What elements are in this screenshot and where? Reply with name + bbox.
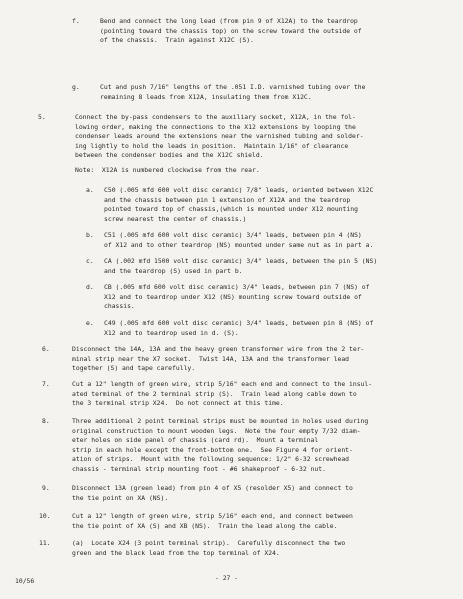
item-a-text: C50 (.005 mfd 600 volt disc ceramic) 7/8" leads, oriented between X12C and the chassis between pin 1 extension of X12A and the teardrop pointed toward top of chassis,(which is mounted under X12 mounting screw nearest the center of chassis.)	[104, 186, 374, 223]
item-d-label: d.	[86, 283, 94, 291]
step-5-label: 5.	[38, 113, 46, 121]
step-10-text: Cut a 12" length of green wire, strip 5/16" each end, and connect between the tie point of XA (S) and XB (NS). Train the lead along the cable.	[72, 512, 353, 530]
step-11-text: (a) Locate X24 (3 point terminal strip). Carefully disconnect the two green and the black lead from the top terminal of X24.	[72, 539, 346, 557]
item-e-label: e.	[86, 319, 94, 327]
step-9-label: 9.	[42, 484, 50, 492]
item-d-text: CB (.005 mfd 600 volt disc ceramic) 3/4" leads, between pin 7 (NS) of X12 and to teardrop under X12 (NS) mounting screw toward outside of chassis.	[104, 283, 370, 311]
step-8-label: 8.	[42, 417, 50, 425]
item-f-text: Bend and connect the long lead (from pin 9 of X12A) to the teardrop (pointing toward the chassis top) on the screw toward the outside of of the chassis. Train against X12C (S).	[100, 17, 362, 45]
item-c-text: CA (.002 mfd 1500 volt disc ceramic) 3/4" leads, between the pin 5 (NS) and the teardrop (S) used in part b.	[104, 257, 378, 275]
item-g-label: g.	[72, 83, 80, 91]
item-g-text: Cut and push 7/16" lengths of the .051 I.D. varnished tubing over the remaining 8 leads from X12A, insulating them from X12C.	[100, 83, 366, 101]
step-11-label: 11.	[39, 539, 51, 547]
item-f-label: f.	[72, 17, 80, 25]
note-text: Note: X12A is numbered clockwise from the rear.	[75, 166, 260, 174]
item-b-text: C51 (.005 mfd 600 volt disc ceramic) 3/4" leads, between pin 4 (NS) of X12 and to other teardrop (NS) mounted under same nut as in part a.	[104, 231, 374, 249]
step-6-label: 6.	[42, 345, 50, 353]
item-a-label: a.	[86, 186, 94, 194]
step-8-text: Three additional 2 point terminal strips must be mounted in holes used during original construction to mount wooden legs. Note the four empty 7/32 diam- eter holes on side panel of chassis (card rd). Mount a terminal strip in each hole except the front-bottom one. See Figure 4 for orient- ation of strips. Mount with the following sequence: 1/2" 6-32 screwhead chassis - terminal strip mounting foot - #6 shakeproof - 6-32 nut.	[72, 417, 369, 473]
item-b-label: b.	[86, 231, 94, 239]
footer-date: 10/56	[15, 577, 35, 585]
step-7-text: Cut a 12" length of green wire, strip 5/16" each end and connect to the insul- ated terminal of the 2 terminal strip (S). Train lead along cable down to the 3 terminal strip X24. Do not connect at this time.	[72, 380, 373, 408]
step-6-text: Disconnect the 14A, 13A and the heavy green transformer wire from the 2 ter- minal strip near the X7 socket. Twist 14A, 13A and the transformer lead together (S) and tape carefully.	[72, 345, 365, 373]
item-e-text: C49 (.005 mfd 600 volt disc ceramic) 3/4" leads, between pin 8 (NS) of X12 and to teardrop used in d. (S).	[104, 319, 374, 337]
step-7-label: 7.	[42, 380, 50, 388]
footer-page-number: - 27 -	[215, 574, 239, 582]
item-c-label: c.	[86, 257, 94, 265]
step-9-text: Disconnect 13A (green lead) from pin 4 of X5 (resolder X5) and connect to the tie point on XA (NS).	[72, 484, 353, 502]
step-5-text: Connect the by-pass condensers to the auxiliary socket, X12A, in the fol- lowing order, making the connections to the X12 extensions by looping the condenser leads around the extensions near the varnished tubing and solder- ing lightly to hold the leads in position. Maintain 1/16" of clearance between the condenser bodies and the X12C shield.	[75, 113, 364, 160]
step-10-label: 10.	[39, 512, 51, 520]
